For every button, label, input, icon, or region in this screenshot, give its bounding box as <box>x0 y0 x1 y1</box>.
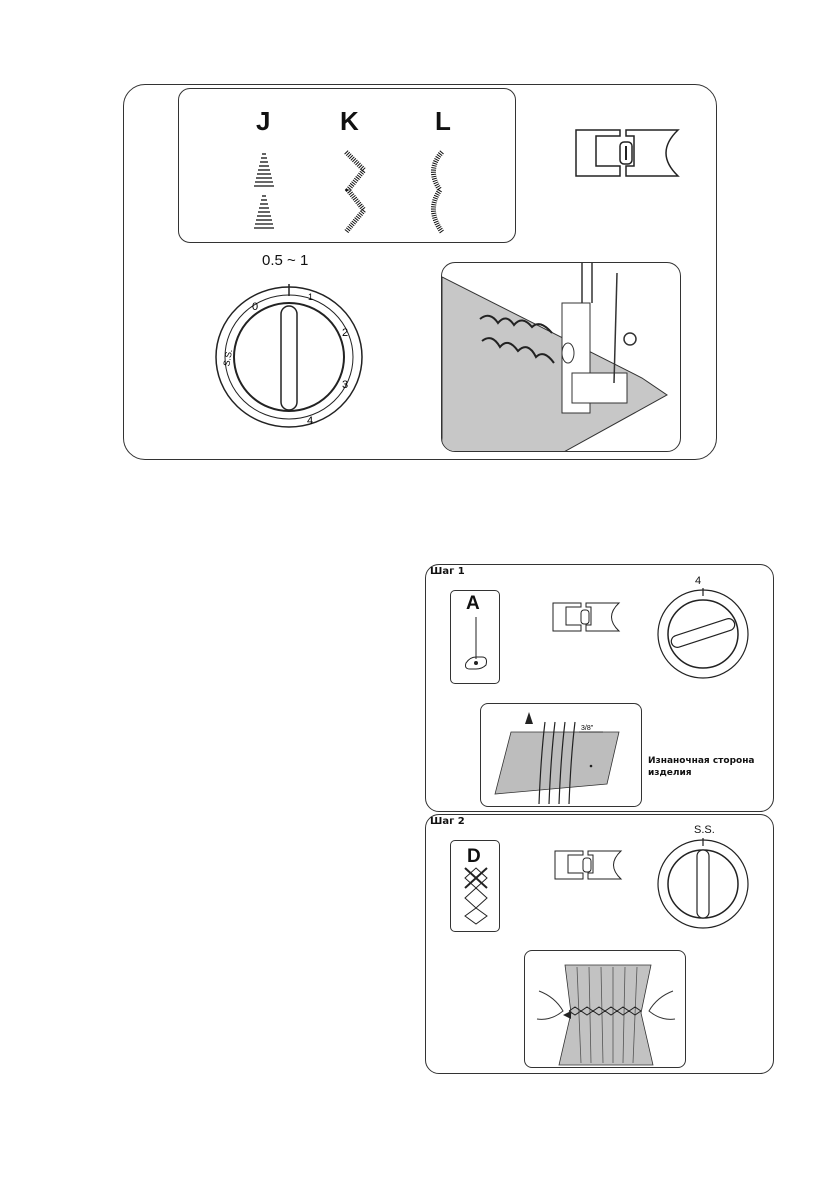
stitch-length-dial <box>212 284 367 434</box>
sewing-machine-foot-icon <box>442 263 681 452</box>
step1-dial-value: 4 <box>695 575 702 587</box>
honeycomb-stitch-icon <box>463 866 489 926</box>
svg-text:3: 3 <box>342 379 349 391</box>
smocked-fabric-icon <box>525 951 686 1068</box>
step2-title: Шаг 2 <box>430 816 465 827</box>
step1-wrong-side-note: Изнаночная сторона изделия <box>648 756 755 778</box>
straight-stitch-icon <box>460 615 492 670</box>
svg-text:1: 1 <box>308 292 314 302</box>
gathering-threads-icon <box>481 704 642 807</box>
triangle-stitch-icon <box>248 150 280 235</box>
step2-pattern-letter: D <box>467 846 481 867</box>
svg-text:S.S.: S.S. <box>221 348 235 367</box>
zigzag-stitch-icon <box>338 150 370 235</box>
step2-stitch-dial <box>656 838 750 930</box>
seam-allowance-label: 3/8" <box>581 725 594 732</box>
scallop-stitch-icon <box>422 150 454 235</box>
svg-text:0: 0 <box>252 301 259 313</box>
step1-pattern-letter: A <box>466 593 480 614</box>
step1-stitch-dial <box>656 588 750 680</box>
stitch-letter-j: J <box>256 106 271 136</box>
step2-smocking-illustration <box>524 950 686 1068</box>
step1-presser-foot-icon <box>552 602 620 632</box>
step2-presser-foot-icon <box>554 850 622 880</box>
step1-title: Шаг 1 <box>430 566 465 577</box>
sewing-illustration-box <box>441 262 681 452</box>
svg-text:4: 4 <box>307 415 314 427</box>
step2-dial-value: S.S. <box>694 824 715 836</box>
svg-text:2: 2 <box>342 327 349 339</box>
step1-fabric-illustration <box>480 703 642 807</box>
stitch-letter-k: K <box>340 106 359 136</box>
stitch-letter-l: L <box>435 106 451 136</box>
presser-foot-icon <box>574 128 679 178</box>
stitch-length-setting: 0.5 ~ 1 <box>262 252 309 269</box>
